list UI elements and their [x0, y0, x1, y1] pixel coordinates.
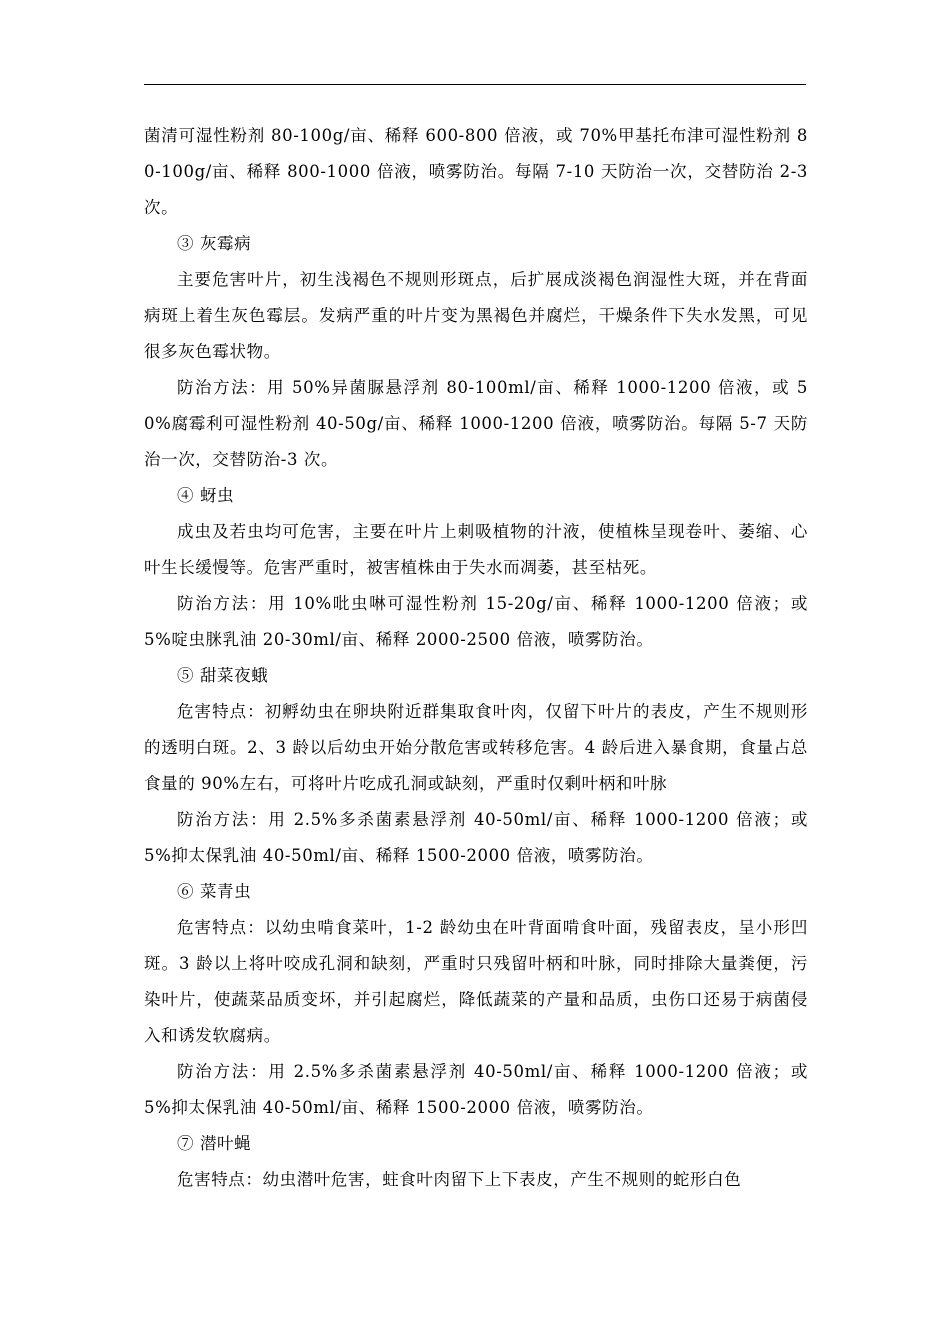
- paragraph-aphid-damage: 成虫及若虫均可危害，主要在叶片上刺吸植物的汁液，使植株呈现卷叶、萎缩、心叶生长缓慢等。危害严重时，被害植株由于失水而凋萎，甚至枯死。: [144, 522, 808, 577]
- paragraph-leaf-miner-damage: 危害特点：幼虫潜叶危害，蛀食叶肉留下上下表皮，产生不规则的蛇形白色: [177, 1170, 742, 1189]
- paragraph-gray-mold-control: 防治方法：用 50%异菌脲悬浮剂 80-100ml/亩、稀释 1000-1200 倍液，或 50%腐霉利可湿性粉剂 40-50g/亩、稀释 1000-1200 倍液，喷雾防治。每隔 5-7 天防治一次，交替防治-3 次。: [144, 378, 808, 469]
- paragraph-beet-armyworm-damage: 危害特点：初孵幼虫在卵块附近群集取食叶肉，仅留下叶片的表皮，产生不规则形的透明白斑。2、3 龄以后幼虫开始分散危害或转移危害。4 龄后进入暴食期，食量占总食量的 90%左右，可将叶片吃成孔洞或缺刻，严重时仅剩叶柄和叶脉: [144, 702, 808, 793]
- header-rule: [144, 84, 806, 85]
- paragraph-aphid-control: 防治方法：用 10%吡虫啉可湿性粉剂 15-20g/亩、稀释 1000-1200 倍液；或 5%啶虫脒乳油 20-30ml/亩、稀释 2000-2500 倍液，喷雾防治。: [144, 594, 808, 649]
- section-heading-gray-mold: ③ 灰霉病: [177, 234, 252, 253]
- section-heading-leaf-miner: ⑦ 潜叶蝇: [177, 1134, 252, 1153]
- section-heading-cabbage-worm: ⑥ 菜青虫: [177, 882, 252, 901]
- paragraph-cabbage-worm-damage: 危害特点：以幼虫啃食菜叶，1-2 龄幼虫在叶背面啃食叶面，残留表皮，呈小形凹斑。3 龄以上将叶咬成孔洞和缺刻，严重时只残留叶柄和叶脉，同时排除大量粪便，污染叶片，使蔬菜品质变坏，并引起腐烂，降低蔬菜的产量和品质，虫伤口还易于病菌侵入和诱发软腐病。: [144, 918, 808, 1045]
- paragraph-gray-mold-symptoms: 主要危害叶片，初生浅褐色不规则形斑点，后扩展成淡褐色润湿性大斑，并在背面病斑上着生灰色霉层。发病严重的叶片变为黑褐色并腐烂，干燥条件下失水发黑，可见很多灰色霉状物。: [144, 270, 808, 361]
- paragraph-beet-armyworm-control: 防治方法：用 2.5%多杀菌素悬浮剂 40-50ml/亩、稀释 1000-1200 倍液；或 5%抑太保乳油 40-50ml/亩、稀释 1500-2000 倍液，喷雾防治。: [144, 810, 808, 865]
- section-heading-beet-armyworm: ⑤ 甜菜夜蛾: [177, 666, 269, 685]
- paragraph-cabbage-worm-control: 防治方法：用 2.5%多杀菌素悬浮剂 40-50ml/亩、稀释 1000-1200 倍液；或 5%抑太保乳油 40-50ml/亩、稀释 1500-2000 倍液，喷雾防治。: [144, 1062, 808, 1117]
- document-body: [144, 118, 808, 1198]
- section-heading-aphid: ④ 蚜虫: [177, 486, 235, 505]
- paragraph-continuation: 菌清可湿性粉剂 80-100g/亩、稀释 600-800 倍液，或 70%甲基托布津可湿性粉剂 80-100g/亩、稀释 800-1000 倍液，喷雾防治。每隔 7-10 天防治一次，交替防治 2-3 次。: [144, 126, 808, 217]
